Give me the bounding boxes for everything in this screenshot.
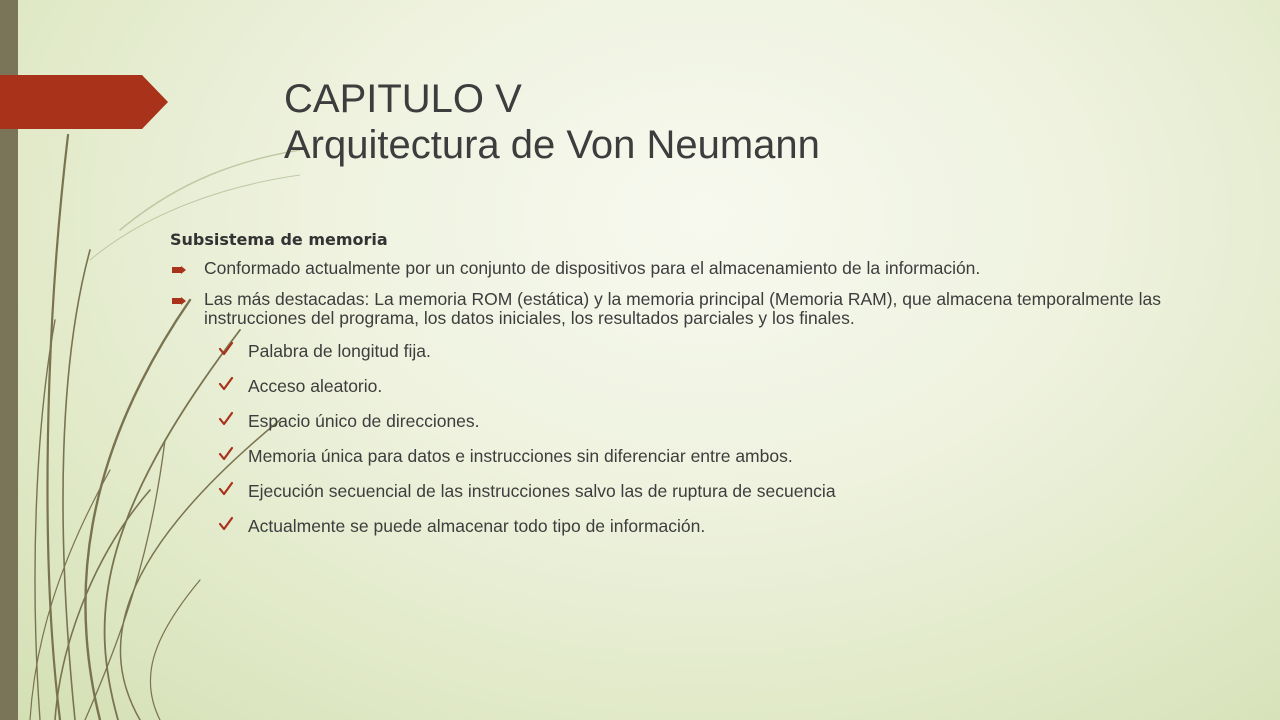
check-mark-icon <box>218 376 234 392</box>
title-line-1: CAPITULO V <box>284 77 522 121</box>
page-title <box>284 76 820 168</box>
title-line-2: Arquitectura de Von Neumann <box>284 123 820 167</box>
checklist-item <box>170 480 1170 515</box>
bullet-text: Conformado actualmente por un conjunto de dispositivos para el almacenamiento de la información. <box>204 258 981 278</box>
check-mark-icon <box>218 481 234 497</box>
check-mark-icon <box>218 446 234 462</box>
checklist-item <box>170 515 1170 550</box>
bullet-item <box>170 259 1164 279</box>
checklist-item <box>170 375 1170 410</box>
check-mark-icon <box>218 516 234 532</box>
checklist-item <box>170 445 1170 480</box>
section-subheading: Subsistema de memoria <box>170 230 388 249</box>
arrow-bullet-icon <box>172 266 186 274</box>
check-mark-icon <box>218 341 234 357</box>
content-body <box>170 229 1170 550</box>
bullet-text: Las más destacadas: La memoria ROM (estática) y la memoria principal (Memoria RAM), que almacena temporalmente las instrucciones del programa, los datos iniciales, los resultados parciales y los finales. <box>204 288 1162 328</box>
checklist-item <box>170 340 1170 375</box>
checklist-text: Acceso aleatorio. <box>248 375 383 396</box>
checklist-text: Palabra de longitud fija. <box>248 340 431 361</box>
title-accent-tab <box>0 75 168 129</box>
bullet-item <box>170 290 1164 329</box>
checklist-text: Espacio único de direcciones. <box>248 410 480 431</box>
checklist-text: Actualmente se puede almacenar todo tipo de información. <box>248 515 706 536</box>
checklist-text: Ejecución secuencial de las instrucciones salvo las de ruptura de secuencia <box>248 480 836 501</box>
check-mark-icon <box>218 411 234 427</box>
checklist-item <box>170 410 1170 445</box>
checklist-text: Memoria única para datos e instrucciones sin diferenciar entre ambos. <box>248 445 793 466</box>
checklist <box>170 340 1170 550</box>
arrow-bullet-icon <box>172 297 186 305</box>
